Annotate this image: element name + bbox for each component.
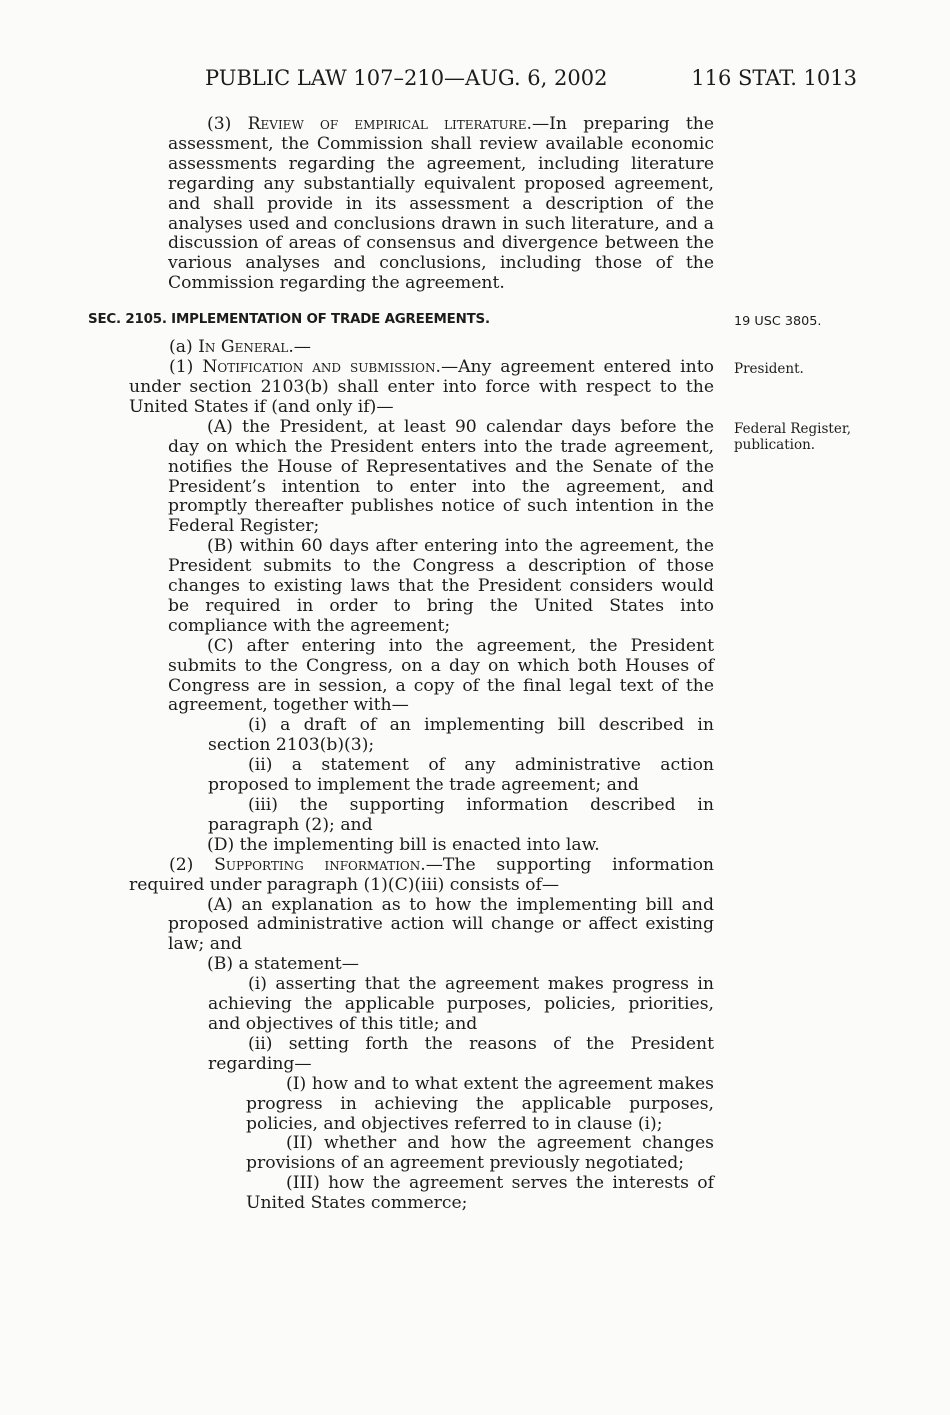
subparagraph-B: (B) within 60 days after entering into the agreement, the President submits to the Congress a description of those changes to existing laws that the President considers would be required in order to bring the United States into compliance with the agreement;: [168, 536, 714, 636]
para-2-subparagraph-A: (A) an explanation as to how the implementing bill and proposed administrative action will change or affect existing law; and: [168, 894, 714, 955]
para-2-B-ii-subclause-II: (II) whether and how the agreement changes provisions of an agreement previously negotiated;: [246, 1133, 714, 1174]
para-3-text: .—In preparing the assessment, the Commission shall review available economic assessments regarding the agreement, including literature regarding any substantially equivalent proposed agreement, and shall provide in its assessment a description of the analyses used and conclusions drawn in such literature, and a discussion of areas of consensus and divergence between the various analyses and conclusions, including those of the Commission regarding the agreement.: [168, 114, 715, 294]
section-heading: SEC. 2105. IMPLEMENTATION OF TRADE AGREEMENTS.: [88, 312, 490, 328]
para-2-subparagraph-B: (B) a statement—: [207, 954, 359, 975]
para-2-lead: (2): [169, 854, 215, 875]
paragraph-2-supporting-information: [129, 856, 714, 896]
subsection-a-lead: (a): [169, 337, 199, 358]
para-2-B-ii-subclause-I: (I) how and to what extent the agreement makes progress in achieving the applicable purposes, policies, and objectives referred to in clause (i);: [246, 1073, 714, 1134]
subsection-a-caption: In General: [198, 337, 289, 358]
subsection-a-heading: [129, 338, 714, 358]
para-1-text: .—Any agreement entered into under section 2103(b) shall enter into force with respect to the United States if (and only if)—: [129, 357, 714, 417]
para-1-caption: Notification and submission: [202, 357, 436, 378]
paragraph-1-notification: [129, 358, 714, 418]
para-2-B-clause-i: (i) asserting that the agreement makes progress in achieving the applicable purposes, policies, priorities, and objectives of this title; and: [208, 974, 714, 1034]
clause-C-iii: (iii) the supporting information described in paragraph (2); and: [208, 795, 714, 835]
para-3-lead: (3): [207, 114, 248, 134]
margin-note-federal-register-line2: publication.: [734, 437, 816, 453]
para-3-caption: Review of empirical literature: [247, 114, 527, 134]
subparagraph-C: (C) after entering into the agreement, the President submits to the Congress, on a day on which both Houses of Congress are in session, a copy of the final legal text of the agreement, together with—: [168, 635, 714, 716]
para-2-caption: Supporting information: [214, 854, 421, 875]
subsection-a-dash: .—: [288, 337, 311, 358]
header-public-law: PUBLIC LAW 107–210—AUG. 6, 2002: [205, 66, 608, 90]
margin-note-federal-register-line1: Federal Register,: [734, 421, 852, 437]
paragraph-3-review-literature: [129, 115, 714, 294]
para-1-lead: (1): [169, 357, 203, 378]
clause-C-i: (i) a draft of an implementing bill described in section 2103(b)(3);: [208, 715, 714, 756]
header-stat-page: 116 STAT. 1013: [691, 66, 857, 90]
margin-note-federal-register: [734, 421, 851, 453]
para-2-B-ii-subclause-III: (III) how the agreement serves the interests of United States commerce;: [246, 1173, 714, 1214]
clause-C-ii: (ii) a statement of any administrative action proposed to implement the trade agreement; and: [208, 755, 714, 796]
margin-note-president: President.: [734, 361, 804, 377]
subparagraph-D: (D) the implementing bill is enacted into law.: [207, 834, 600, 855]
margin-note-usc: 19 USC 3805.: [734, 314, 822, 329]
para-2-text: .—The supporting information required under paragraph (1)(C)(iii) consists of—: [129, 854, 715, 895]
document-body: [88, 114, 715, 1214]
para-2-B-clause-ii: (ii) setting forth the reasons of the President regarding—: [208, 1033, 714, 1074]
subparagraph-A: (A) the President, at least 90 calendar days before the day on which the President enters into the trade agreement, notifies the House of Representatives and the Senate of the President’s intention to enter into the agreement, and promptly thereafter publishes notice of such intention in the Federal Register;: [168, 416, 714, 537]
